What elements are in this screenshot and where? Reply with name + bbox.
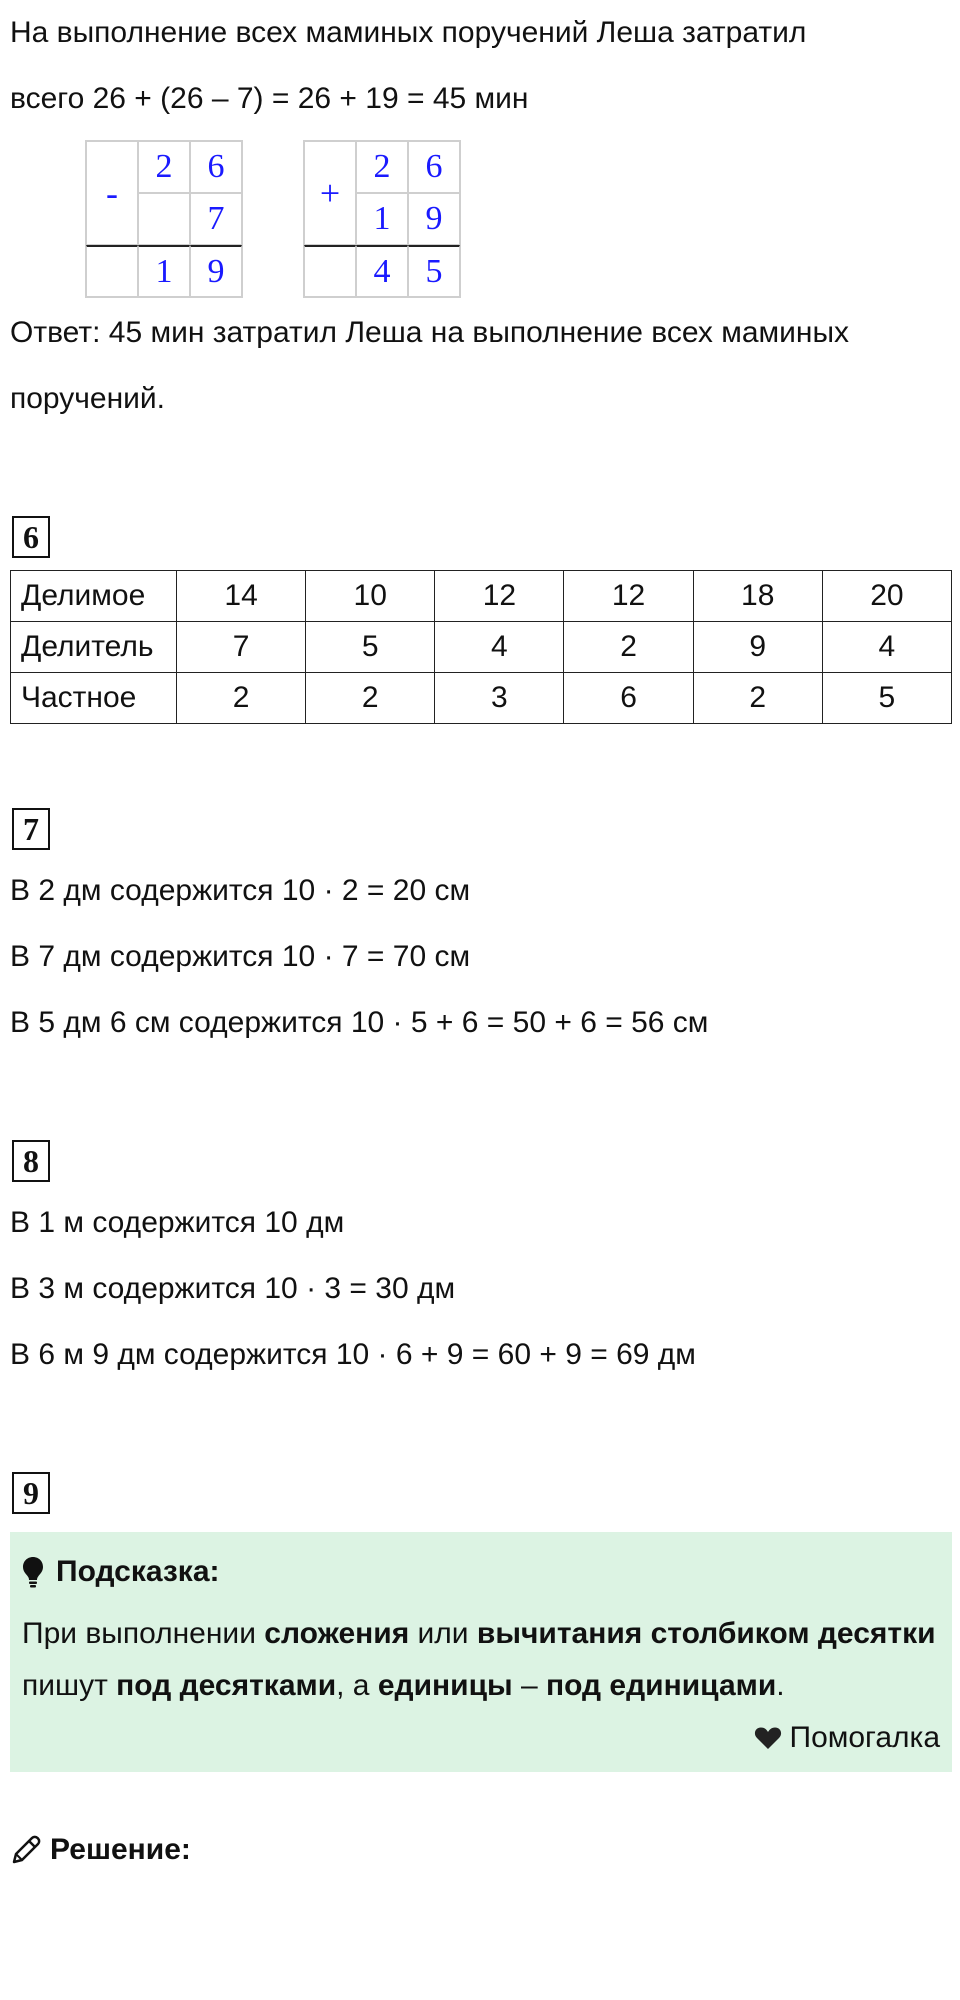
task-number-9: 9 bbox=[12, 1472, 50, 1514]
division-table bbox=[10, 570, 952, 724]
task7-line-1: В 2 дм содержится 10 · 2 = 20 см bbox=[10, 874, 471, 907]
digit: 6 bbox=[408, 141, 460, 193]
result-digit: 1 bbox=[138, 245, 190, 297]
answer-line-2: поручений. bbox=[10, 382, 166, 415]
hint-title-row bbox=[22, 1546, 940, 1598]
row-label: Делимое bbox=[11, 571, 177, 622]
result-digit: 4 bbox=[356, 245, 408, 297]
table-cell: 6 bbox=[564, 673, 693, 724]
task-number-6: 6 bbox=[12, 516, 50, 558]
table-cell: 14 bbox=[177, 571, 306, 622]
task7-line-2: В 7 дм содержится 10 · 7 = 70 см bbox=[10, 940, 471, 973]
answer-line-1: Ответ: 45 мин затратил Леша на выполнение всех маминых bbox=[10, 316, 850, 349]
minus-sign: - bbox=[86, 141, 138, 245]
digit: 1 bbox=[356, 193, 408, 245]
table-cell: 10 bbox=[306, 571, 435, 622]
table-row bbox=[11, 571, 952, 622]
digit: 2 bbox=[356, 141, 408, 193]
result-digit: 5 bbox=[408, 245, 460, 297]
column-calculations bbox=[85, 140, 955, 300]
table-cell: 7 bbox=[177, 622, 306, 673]
digit bbox=[138, 193, 190, 245]
table-cell: 4 bbox=[435, 622, 564, 673]
addition-column bbox=[303, 140, 461, 298]
page bbox=[10, 0, 955, 1870]
table-cell: 12 bbox=[435, 571, 564, 622]
digit: 9 bbox=[408, 193, 460, 245]
table-cell: 2 bbox=[564, 622, 693, 673]
table-cell: 3 bbox=[435, 673, 564, 724]
digit: 6 bbox=[190, 141, 242, 193]
hint-title: Подсказка: bbox=[56, 1555, 220, 1588]
empty-cell bbox=[86, 245, 138, 297]
intro-line-2: всего 26 + (26 – 7) = 26 + 19 = 45 мин bbox=[10, 82, 529, 115]
empty-cell bbox=[304, 245, 356, 297]
table-cell: 9 bbox=[693, 622, 822, 673]
task7-line-3: В 5 дм 6 см содержится 10 · 5 + 6 = 50 + 6 = 56 см bbox=[10, 1006, 709, 1039]
table-row bbox=[11, 673, 952, 724]
digit: 7 bbox=[190, 193, 242, 245]
lightbulb-icon bbox=[22, 1556, 44, 1588]
task8-line-2: В 3 м содержится 10 · 3 = 30 дм bbox=[10, 1272, 456, 1305]
heart-icon bbox=[754, 1726, 782, 1750]
plus-sign: + bbox=[304, 141, 356, 245]
task-number-7: 7 bbox=[12, 808, 50, 850]
table-cell: 2 bbox=[693, 673, 822, 724]
hint-text: При выполнении сложения или вычитания столбиком десятки пишут под десятками, а единицы – под единицами. bbox=[22, 1617, 936, 1702]
task8-line-3: В 6 м 9 дм содержится 10 · 6 + 9 = 60 + 9 = 69 дм bbox=[10, 1338, 696, 1371]
table-cell: 4 bbox=[822, 622, 951, 673]
table-cell: 2 bbox=[306, 673, 435, 724]
pencil-icon bbox=[10, 1834, 42, 1866]
solution-title-row bbox=[10, 1830, 955, 1870]
table-cell: 5 bbox=[822, 673, 951, 724]
table-cell: 12 bbox=[564, 571, 693, 622]
result-digit: 9 bbox=[190, 245, 242, 297]
intro-line-1: На выполнение всех маминых поручений Леша затратил bbox=[10, 16, 807, 49]
row-label: Частное bbox=[11, 673, 177, 724]
table-cell: 20 bbox=[822, 571, 951, 622]
solution-title: Решение: bbox=[50, 1833, 191, 1866]
subtraction-column bbox=[85, 140, 243, 298]
table-cell: 5 bbox=[306, 622, 435, 673]
table-cell: 2 bbox=[177, 673, 306, 724]
digit: 2 bbox=[138, 141, 190, 193]
task8-line-1: В 1 м содержится 10 дм bbox=[10, 1206, 345, 1239]
helper-label: Помогалка bbox=[789, 1721, 940, 1754]
table-cell: 18 bbox=[693, 571, 822, 622]
hint-footer bbox=[22, 1712, 940, 1764]
table-row bbox=[11, 622, 952, 673]
task-number-8: 8 bbox=[12, 1140, 50, 1182]
row-label: Делитель bbox=[11, 622, 177, 673]
hint-box bbox=[10, 1532, 952, 1772]
